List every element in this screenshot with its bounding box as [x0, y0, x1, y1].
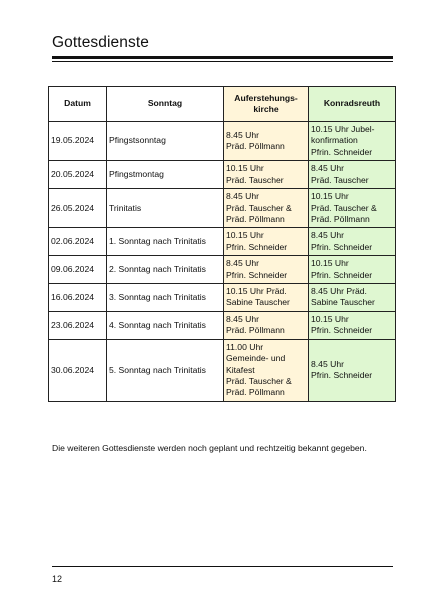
cell-auferstehungskirche [224, 256, 309, 284]
cell-line: Präd. Pöllmann [226, 141, 285, 152]
cell-konradsreuth [309, 122, 396, 161]
cell-sunday: 4. Sonntag nach Trinitatis [107, 311, 224, 339]
cell-konradsreuth [309, 161, 396, 189]
cell-line: 8.45 Uhr Präd. [311, 286, 367, 297]
page-number: 12 [52, 574, 63, 584]
cell-line: Gemeinde- und [226, 353, 286, 364]
cell-date: 20.05.2024 [49, 161, 107, 189]
cell-sunday: 3. Sonntag nach Trinitatis [107, 284, 224, 312]
cell-konradsreuth [309, 189, 396, 228]
cell-date: 16.06.2024 [49, 284, 107, 312]
table-body [49, 122, 396, 402]
table-row [49, 122, 396, 161]
header-date: Datum [49, 87, 107, 122]
cell-sunday: Pfingstmontag [107, 161, 224, 189]
cell-konradsreuth [309, 311, 396, 339]
cell-date: 23.06.2024 [49, 311, 107, 339]
cell-line: Pfrin. Schneider [226, 269, 288, 280]
table-row [49, 228, 396, 256]
cell-line: 8.45 Uhr [311, 163, 344, 174]
cell-line: 8.45 Uhr [311, 358, 344, 369]
cell-line: Pfrin. Schneider [311, 325, 373, 336]
cell-line: Präd. Pöllmann [226, 325, 285, 336]
cell-auferstehungskirche [224, 189, 309, 228]
cell-sunday: 2. Sonntag nach Trinitatis [107, 256, 224, 284]
cell-line: Präd. Tauscher [311, 174, 369, 185]
cell-line: 10.15 Uhr [226, 163, 264, 174]
cell-line: Präd. Tauscher [226, 174, 284, 185]
cell-line: 10.15 Uhr [311, 313, 349, 324]
cell-date: 30.06.2024 [49, 339, 107, 401]
cell-line: Pfrin. Schneider [311, 269, 373, 280]
cell-konradsreuth [309, 256, 396, 284]
cell-line: 8.45 Uhr [226, 313, 259, 324]
cell-line: Pfrin. Schneider [311, 370, 373, 381]
cell-line: Präd. Pöllmann [311, 213, 370, 224]
table-row [49, 311, 396, 339]
cell-line: Präd. Pöllmann [226, 387, 285, 398]
page-title: Gottesdienste [52, 34, 149, 51]
cell-line: Präd. Tauscher & [226, 376, 292, 387]
table-header-row [49, 87, 396, 122]
cell-line: Pfrin. Schneider [226, 241, 288, 252]
table-row [49, 161, 396, 189]
cell-line: Präd. Tauscher & [226, 202, 292, 213]
cell-line: Pfrin. Schneider [311, 146, 373, 157]
header-konradsreuth: Konradsreuth [309, 87, 396, 122]
cell-line: Sabine Tauscher [226, 297, 290, 308]
cell-konradsreuth [309, 339, 396, 401]
schedule-note: Die weiteren Gottesdienste werden noch geplant und rechtzeitig bekannt gegeben. [52, 443, 367, 453]
cell-line: 8.45 Uhr [226, 258, 259, 269]
cell-date: 02.06.2024 [49, 228, 107, 256]
services-table [48, 86, 396, 402]
table-row [49, 189, 396, 228]
cell-line: 10.15 Uhr Präd. [226, 286, 287, 297]
header-sunday: Sonntag [107, 87, 224, 122]
header-auf-line: kirche [253, 104, 279, 114]
cell-sunday: 1. Sonntag nach Trinitatis [107, 228, 224, 256]
cell-auferstehungskirche [224, 161, 309, 189]
cell-auferstehungskirche [224, 228, 309, 256]
cell-sunday: Pfingstsonntag [107, 122, 224, 161]
cell-date: 19.05.2024 [49, 122, 107, 161]
cell-auferstehungskirche [224, 122, 309, 161]
cell-sunday: 5. Sonntag nach Trinitatis [107, 339, 224, 401]
cell-konradsreuth [309, 228, 396, 256]
cell-line: 10.15 Uhr Jubel- [311, 124, 375, 134]
cell-auferstehungskirche [224, 284, 309, 312]
cell-auferstehungskirche [224, 311, 309, 339]
cell-line: Präd. Pöllmann [226, 213, 285, 224]
table-row [49, 256, 396, 284]
cell-sunday: Trinitatis [107, 189, 224, 228]
title-divider-thin [52, 61, 393, 62]
cell-line: 10.15 Uhr [226, 230, 264, 241]
cell-line: Pfrin. Schneider [311, 241, 373, 252]
cell-date: 09.06.2024 [49, 256, 107, 284]
title-divider-thick [52, 56, 393, 59]
header-auferstehungskirche [224, 87, 309, 122]
table-row [49, 284, 396, 312]
cell-line: 10.15 Uhr [311, 258, 349, 269]
cell-line: Kitafest [226, 364, 255, 375]
footer-divider [52, 566, 393, 567]
cell-line: 8.45 Uhr [226, 129, 259, 140]
cell-line: 8.45 Uhr [226, 191, 259, 202]
cell-line: 8.45 Uhr [311, 230, 344, 241]
cell-line: Sabine Tauscher [311, 297, 375, 308]
header-auf-line: Auferstehungs- [234, 92, 298, 103]
cell-line: 10.15 Uhr [311, 191, 349, 202]
cell-date: 26.05.2024 [49, 189, 107, 228]
cell-konradsreuth [309, 284, 396, 312]
table-row [49, 339, 396, 401]
cell-auferstehungskirche [224, 339, 309, 401]
cell-line: konfirmation [311, 135, 358, 146]
cell-line: Präd. Tauscher & [311, 202, 377, 213]
cell-line: 11.00 Uhr [226, 341, 264, 352]
